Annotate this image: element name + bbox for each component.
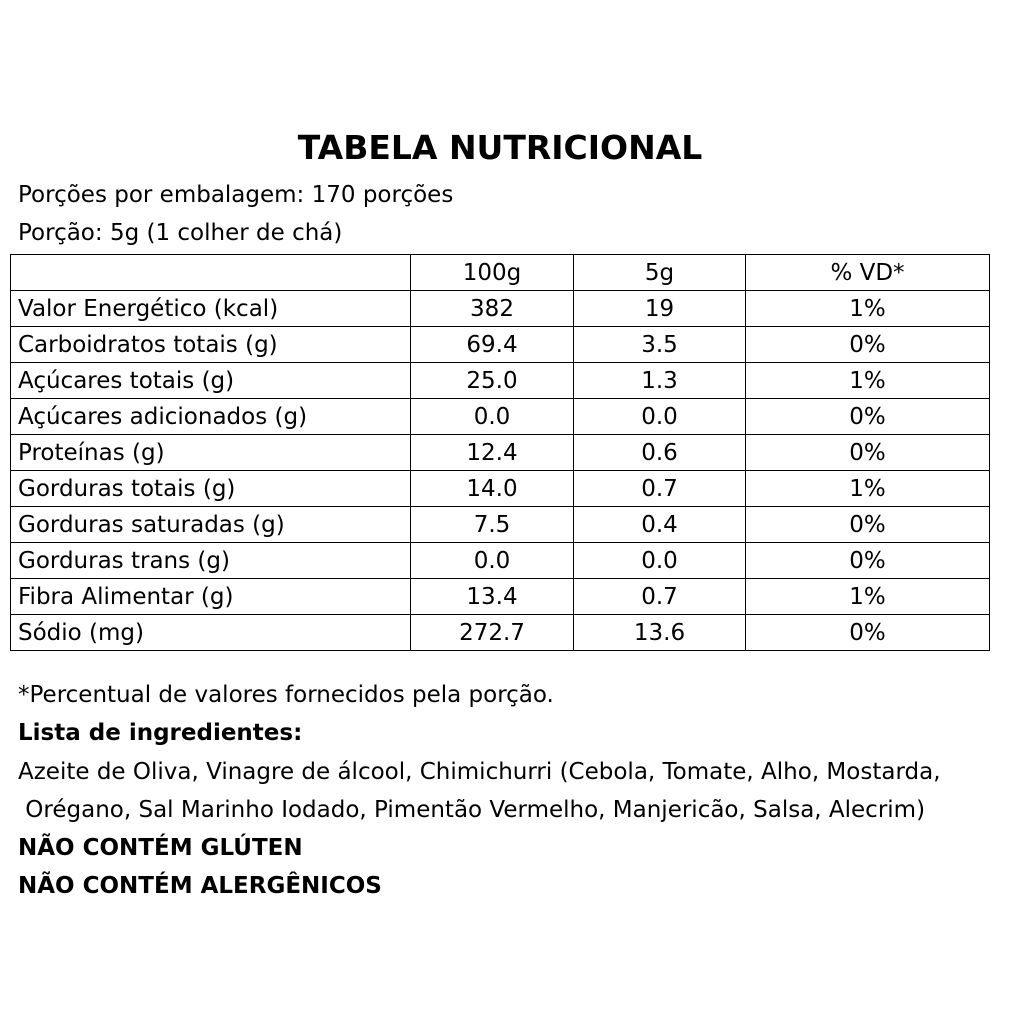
ingredients-heading: Lista de ingredientes: bbox=[18, 720, 303, 746]
table-row bbox=[11, 327, 990, 363]
table-row bbox=[11, 543, 990, 579]
value-100g-cell: 0.0 bbox=[411, 399, 574, 435]
page-title: TABELA NUTRICIONAL bbox=[297, 128, 703, 167]
value-portion-cell: 0.4 bbox=[574, 507, 746, 543]
nutrition-table bbox=[10, 254, 990, 651]
vd-cell: 0% bbox=[746, 327, 990, 363]
value-portion-cell: 3.5 bbox=[574, 327, 746, 363]
value-portion-cell: 19 bbox=[574, 291, 746, 327]
value-portion-cell: 0.7 bbox=[574, 471, 746, 507]
table-row bbox=[11, 615, 990, 651]
header-cell-vd: % VD* bbox=[746, 255, 990, 291]
gluten-warning: NÃO CONTÉM GLÚTEN bbox=[18, 835, 303, 861]
table-row bbox=[11, 471, 990, 507]
value-portion-cell: 0.0 bbox=[574, 399, 746, 435]
nutrient-cell: Gorduras totais (g) bbox=[11, 471, 411, 507]
nutrient-cell: Carboidratos totais (g) bbox=[11, 327, 411, 363]
value-portion-cell: 1.3 bbox=[574, 363, 746, 399]
value-100g-cell: 382 bbox=[411, 291, 574, 327]
header-cell-100g: 100g bbox=[411, 255, 574, 291]
ingredients-line-1: Azeite de Oliva, Vinagre de álcool, Chimichurri (Cebola, Tomate, Alho, Mostarda, bbox=[18, 759, 941, 785]
nutrient-cell: Valor Energético (kcal) bbox=[11, 291, 411, 327]
value-100g-cell: 0.0 bbox=[411, 543, 574, 579]
table-row bbox=[11, 399, 990, 435]
header-cell-portion: 5g bbox=[574, 255, 746, 291]
table-row bbox=[11, 579, 990, 615]
servings-per-package: Porções por embalagem: 170 porções bbox=[18, 182, 454, 208]
value-portion-cell: 0.6 bbox=[574, 435, 746, 471]
nutrient-cell: Gorduras saturadas (g) bbox=[11, 507, 411, 543]
nutrient-cell: Açúcares adicionados (g) bbox=[11, 399, 411, 435]
value-100g-cell: 7.5 bbox=[411, 507, 574, 543]
serving-size: Porção: 5g (1 colher de chá) bbox=[18, 220, 343, 246]
nutrient-cell: Proteínas (g) bbox=[11, 435, 411, 471]
nutrient-cell: Fibra Alimentar (g) bbox=[11, 579, 411, 615]
vd-cell: 1% bbox=[746, 471, 990, 507]
value-100g-cell: 13.4 bbox=[411, 579, 574, 615]
value-100g-cell: 25.0 bbox=[411, 363, 574, 399]
value-100g-cell: 272.7 bbox=[411, 615, 574, 651]
allergen-warning: NÃO CONTÉM ALERGÊNICOS bbox=[18, 873, 382, 899]
value-portion-cell: 0.7 bbox=[574, 579, 746, 615]
table-row bbox=[11, 435, 990, 471]
header-cell-nutrient bbox=[11, 255, 411, 291]
nutrient-cell: Sódio (mg) bbox=[11, 615, 411, 651]
footnote: *Percentual de valores fornecidos pela porção. bbox=[18, 682, 554, 708]
table-row bbox=[11, 291, 990, 327]
vd-cell: 0% bbox=[746, 507, 990, 543]
nutrient-cell: Açúcares totais (g) bbox=[11, 363, 411, 399]
ingredients-line-2: Orégano, Sal Marinho Iodado, Pimentão Vermelho, Manjericão, Salsa, Alecrim) bbox=[18, 797, 926, 823]
vd-cell: 0% bbox=[746, 435, 990, 471]
vd-cell: 1% bbox=[746, 363, 990, 399]
vd-cell: 0% bbox=[746, 399, 990, 435]
table-row bbox=[11, 363, 990, 399]
vd-cell: 0% bbox=[746, 615, 990, 651]
vd-cell: 1% bbox=[746, 579, 990, 615]
nutrient-cell: Gorduras trans (g) bbox=[11, 543, 411, 579]
value-100g-cell: 12.4 bbox=[411, 435, 574, 471]
table-row bbox=[11, 507, 990, 543]
vd-cell: 1% bbox=[746, 291, 990, 327]
value-portion-cell: 13.6 bbox=[574, 615, 746, 651]
value-100g-cell: 14.0 bbox=[411, 471, 574, 507]
table-header-row bbox=[11, 255, 990, 291]
value-100g-cell: 69.4 bbox=[411, 327, 574, 363]
value-portion-cell: 0.0 bbox=[574, 543, 746, 579]
vd-cell: 0% bbox=[746, 543, 990, 579]
